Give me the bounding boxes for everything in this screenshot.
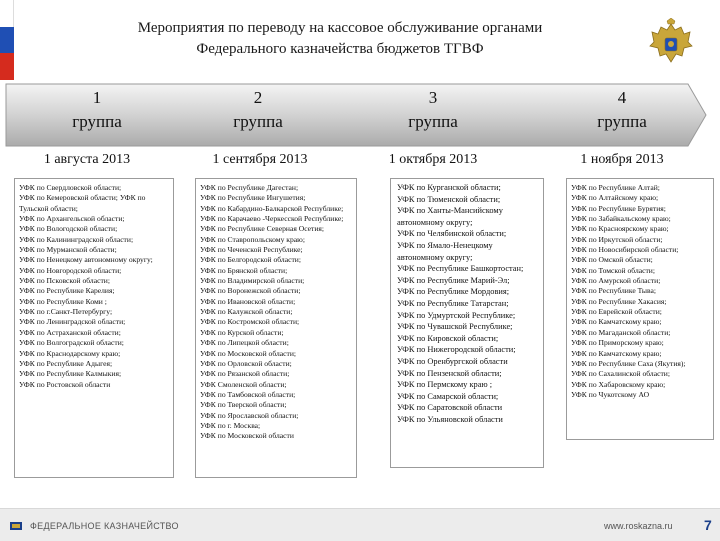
list-item: УФК по Курганской области; [397,183,501,192]
list-item: УФК по Республике Башкортостан; [397,264,524,274]
list-item: УФК по Московской области [200,431,294,441]
list-item: УФК по Оренбургской области [397,356,508,366]
list-item: УФК по Магаданской области; [571,327,671,337]
list-item: УФК по Владимирской области; [200,276,305,286]
list-item: УФК по Забайкальскому краю; [571,214,671,224]
list-item: УФК по Республике Хакасия; [571,296,667,306]
group-3-label: группа [408,112,458,131]
list-item: УФК по Кемеровской области; УФК по Тульской области; [19,193,146,213]
list-item: УФК по Рязанской области; [200,369,290,379]
list-item: УФК по Республике Северная Осетия; [200,224,325,234]
russian-flag-stripe [0,0,14,80]
group-4-list [566,178,714,440]
list-item: УФК по Республике Коми ; [19,296,107,306]
slide-header [0,0,720,80]
list-item: УФК по Пермскому краю ; [397,380,493,390]
list-item: УФК по Томской области; [571,265,655,275]
list-item: УФК по Ленинградской области; [19,317,126,327]
slide-footer [0,508,720,541]
list-item: УФК по Московской области; [200,348,297,358]
list-item: УФК по Воронежской области; [200,286,301,296]
list-item: УФК по Пензенской области; [397,368,502,378]
list-item: УФК по Ставропольскому краю; [200,234,305,244]
list-item: УФК по Республике Адыгея; [19,358,113,368]
list-item: УФК по Мурманской области; [19,245,117,255]
list-item: УФК по Камчатскому краю; [571,348,662,358]
list-item: УФК по Республике Мордовия; [397,287,510,297]
list-item: УФК по Тамбовской области; [200,389,296,399]
group-3-list [390,178,544,468]
list-item: УФК по Омской области; [571,255,653,265]
group-4-date: 1 ноября 2013 [580,152,664,167]
list-item: УФК по Хабаровскому краю; [571,379,666,389]
list-item: УФК по Астраханской области; [19,327,121,337]
list-item: УФК по Саратовской области [397,403,503,413]
list-item: УФК по Республике Ингушетия; [200,193,306,203]
list-item: УФК по Республике Дагестан; [200,183,299,192]
list-item: УФК по Красноярскому краю; [571,224,669,234]
double-headed-eagle-emblem-icon [648,18,694,68]
list-item: УФК по Ульяновской области [397,414,503,424]
list-item: УФК по Ярославской области; [200,410,299,420]
list-item: УФК по Вологодской области; [19,224,118,234]
list-item: УФК по Новосибирской области; [571,245,679,255]
list-item: УФК по Чеченской Республике; [200,245,303,255]
list-item: УФК по Республике Алтай; [571,183,660,192]
list-item: УФК по Еврейской области; [571,307,662,317]
list-item: УФК по Новгородской области; [19,265,122,275]
group-4-number: 4 [617,88,627,107]
list-item: УФК Смоленской области; [200,379,287,389]
group-2-label: группа [233,112,283,131]
list-item: УФК по Сахалинской области; [571,369,670,379]
list-item: УФК по Кабардино-Балкарской Республике; [200,203,344,213]
list-item: УФК по Удмуртской Республике; [397,310,516,320]
list-item: УФК по г.Санкт-Петербургу; [19,307,113,317]
group-3-date: 1 октября 2013 [388,152,478,167]
group-1-list [14,178,174,478]
group-3-number: 3 [428,88,438,107]
list-item: УФК по Курской области; [200,327,284,337]
list-item: УФК по Брянской области; [200,265,288,275]
list-item: УФК по Архангельской области; [19,214,125,224]
group-2-heading [188,86,328,134]
footer-website-link[interactable]: www.roskazna.ru [604,521,673,531]
group-2-date: 1 сентября 2013 [212,152,308,167]
group-4-heading [552,86,692,134]
list-item: УФК по Челябинской области; [397,229,507,239]
group-1-label: группа [72,112,122,131]
group-3-heading [363,86,503,134]
footer-organization: ФЕДЕРАЛЬНОЕ КАЗНАЧЕЙСТВО [30,521,179,531]
list-item: УФК по Волгоградской области; [19,338,124,348]
list-item: УФК по Псковской области; [19,276,110,286]
list-item: УФК по Тверской области; [200,400,287,410]
list-item: УФК по Приморскому краю; [571,338,664,348]
list-item: УФК по Камчатскому краю; [571,317,662,327]
list-item: УФК по Республике Саха (Якутия); [571,358,686,368]
list-item: УФК по Ненецкому автономному округу; [19,255,153,265]
list-item: УФК по Ханты-Мансийскому автономному округу; [397,206,503,227]
list-item: УФК по Самарской области; [397,391,499,401]
list-item: УФК по Чукотскому АО [571,389,650,399]
list-item: УФК по Тюменской области; [397,194,501,204]
group-2-number: 2 [253,88,263,107]
list-item: УФК по Калужской области; [200,307,293,317]
group-2-list [195,178,357,478]
list-item: УФК по Карачаево -Черкесской Республике; [200,214,344,224]
list-item: УФК по Республике Татарстан; [397,298,509,308]
page-number: 7 [704,517,712,533]
list-item: УФК по Республике Бурятия; [571,203,666,213]
title-line-2: Федерального казначейства бюджетов ТГВФ [196,41,484,57]
list-item: УФК по Липецкой области; [200,338,289,348]
list-item: УФК по Костромской области; [200,317,300,327]
list-item: УФК по Калининградской области; [19,234,134,244]
list-item: УФК по Ямало-Ненецкому автономному округу; [397,240,493,262]
group-1-heading [27,86,167,134]
list-item: УФК по Амурской области; [571,276,661,286]
list-item: УФК по Свердловской области; [19,183,122,192]
title-line-1: Мероприятия по переводу на кассовое обслуживание органами [137,20,543,36]
list-item: УФК по Чувашской Республике; [397,322,513,332]
group-4-label: группа [597,112,647,131]
list-item: УФК по г. Москва; [200,420,261,430]
slide-title [60,18,620,60]
list-item: УФК по Ростовской области [19,379,111,389]
list-item: УФК по Иркутской области; [571,234,663,244]
list-item: УФК по Республике Марий-Эл; [397,275,510,285]
list-item: УФК по Орловской области; [200,358,292,368]
list-item: УФК по Республике Тыва; [571,286,656,296]
list-item: УФК по Республике Карелия; [19,286,115,296]
group-1-date: 1 августа 2013 [43,152,131,167]
list-item: УФК по Краснодарскому краю; [19,348,121,358]
list-item: УФК по Республике Калмыкия; [19,369,122,379]
treasury-logo-icon [10,522,22,530]
list-item: УФК по Алтайскому краю; [571,193,659,203]
group-1-number: 1 [92,88,102,107]
list-item: УФК по Белгородской области; [200,255,301,265]
list-item: УФК по Кировской области; [397,333,499,343]
list-item: УФК по Нижегородской области; [397,345,516,355]
list-item: УФК по Ивановской области; [200,296,296,306]
